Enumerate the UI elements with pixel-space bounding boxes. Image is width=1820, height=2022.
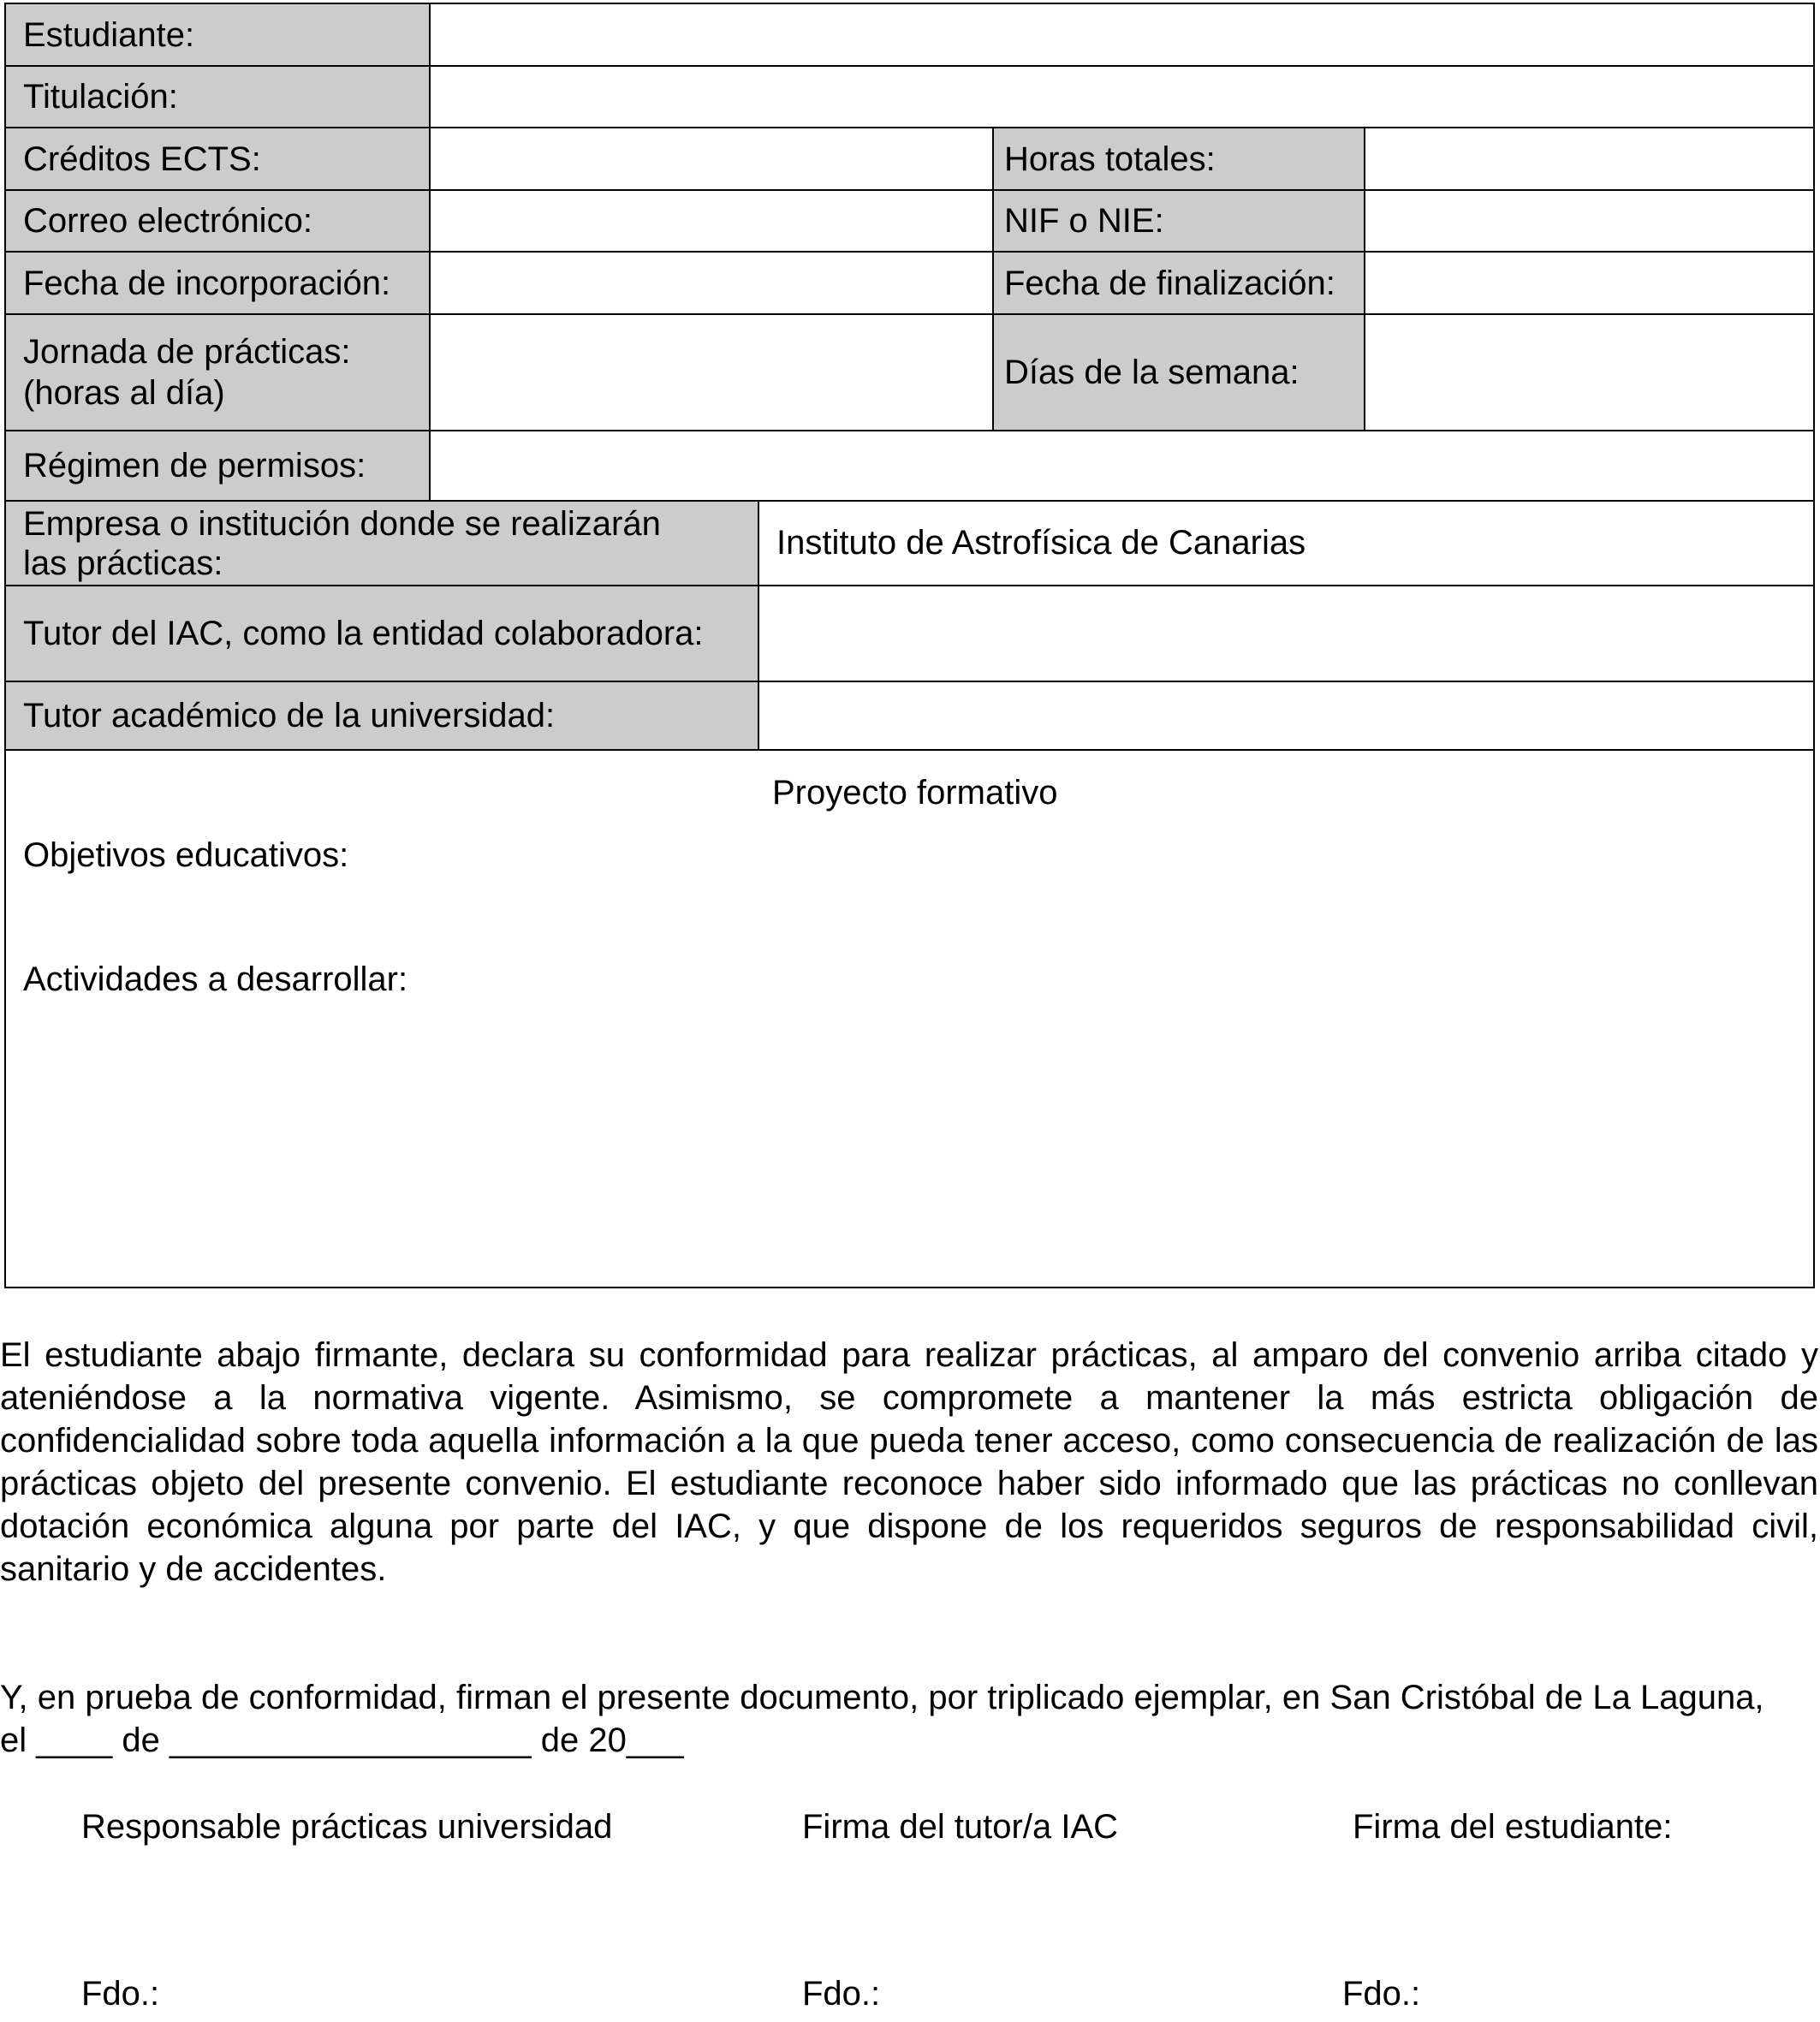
- label-jornada-line1: Jornada de prácticas:: [23, 333, 351, 371]
- label-tutor-iac: [4, 585, 759, 682]
- label-fecha-incorporacion: [4, 251, 431, 315]
- label-horas: [992, 127, 1365, 191]
- label-correo: [4, 189, 431, 253]
- label-regimen-text: Régimen de permisos:: [23, 447, 366, 485]
- objetivos-label: Objetivos educativos:: [23, 836, 349, 874]
- field-fecha-finalizacion[interactable]: [1364, 251, 1815, 315]
- field-creditos[interactable]: [429, 127, 994, 191]
- label-empresa-line2: las prácticas:: [23, 544, 223, 582]
- declaration-paragraph: El estudiante abajo firmante, declara su conformidad para realizar prácticas, al amparo del convenio arriba citado y ateniéndose a la normativa vigente. Asimismo, se compromete a mantener la más estricta obligación de confidencialidad sobre toda aquella información a la que pueda tener acceso, como consecuencia de realización de las prácticas objeto del presente convenio. El estudiante reconoce haber sido informado que las prácticas no conllevan dotación económica alguna por parte del IAC, y que dispone de los requeridos seguros de responsabilidad civil, sanitario y de accidentes.: [0, 1336, 1818, 1588]
- label-tutor-academico-text: Tutor académico de la universidad:: [23, 697, 556, 734]
- empresa-value: Instituto de Astrofísica de Canarias: [776, 524, 1306, 562]
- proyecto-title: Proyecto formativo: [772, 774, 1058, 812]
- conformity-line1: Y, en prueba de conformidad, firman el presente documento, por triplicado ejemplar, en San Cristóbal de La Laguna,: [0, 1679, 1764, 1716]
- field-estudiante[interactable]: [429, 3, 1815, 67]
- label-fecha-finalizacion-text: Fecha de finalización:: [1004, 264, 1335, 302]
- conformity-text: [0, 1676, 1818, 1762]
- label-titulacion-text: Titulación:: [23, 78, 178, 116]
- field-regimen[interactable]: [429, 430, 1815, 502]
- label-fecha-incorporacion-text: Fecha de incorporación:: [23, 264, 391, 302]
- label-dias: [992, 313, 1365, 431]
- label-creditos-text: Créditos ECTS:: [23, 140, 261, 178]
- signature-estudiante-label: Firma del estudiante:: [1353, 1808, 1673, 1846]
- fdo-tutor: Fdo.:: [802, 1975, 881, 2013]
- label-creditos: [4, 127, 431, 191]
- proyecto-formativo-box[interactable]: [4, 749, 1815, 1288]
- field-nif[interactable]: [1364, 189, 1815, 253]
- label-tutor-academico: [4, 681, 759, 751]
- label-nif: [992, 189, 1365, 253]
- field-horas[interactable]: [1364, 127, 1815, 191]
- conformity-date-line: el ____ de ___________________ de 20___: [0, 1722, 684, 1759]
- field-fecha-incorporacion[interactable]: [429, 251, 994, 315]
- label-dias-text: Días de la semana:: [1004, 354, 1300, 391]
- label-estudiante: [4, 3, 431, 67]
- field-tutor-academico[interactable]: [758, 681, 1815, 751]
- field-jornada[interactable]: [429, 313, 994, 431]
- field-dias[interactable]: [1364, 313, 1815, 431]
- label-estudiante-text: Estudiante:: [23, 15, 195, 54]
- label-horas-text: Horas totales:: [1004, 140, 1216, 178]
- label-jornada: [4, 313, 431, 431]
- fdo-universidad: Fdo.:: [81, 1975, 160, 2013]
- label-tutor-iac-text: Tutor del IAC, como la entidad colaboradora:: [23, 615, 704, 652]
- label-jornada-line2: (horas al día): [23, 374, 225, 412]
- label-jornada-text: [23, 331, 350, 413]
- label-empresa-line1: Empresa o institución donde se realizarán: [23, 504, 661, 543]
- label-fecha-finalizacion: [992, 251, 1365, 315]
- label-empresa: [4, 500, 759, 586]
- field-titulacion[interactable]: [429, 65, 1815, 128]
- label-titulacion: [4, 65, 431, 128]
- field-empresa[interactable]: [758, 500, 1815, 586]
- label-regimen: [4, 430, 431, 502]
- label-nif-text: NIF o NIE:: [1004, 202, 1164, 240]
- signature-universidad-label: Responsable prácticas universidad: [81, 1808, 613, 1846]
- label-empresa-text: [23, 504, 661, 583]
- actividades-label: Actividades a desarrollar:: [23, 960, 408, 998]
- fdo-estudiante: Fdo.:: [1342, 1975, 1421, 2013]
- signature-tutor-label: Firma del tutor/a IAC: [802, 1808, 1119, 1846]
- field-correo[interactable]: [429, 189, 994, 253]
- field-tutor-iac[interactable]: [758, 585, 1815, 682]
- label-correo-text: Correo electrónico:: [23, 202, 312, 240]
